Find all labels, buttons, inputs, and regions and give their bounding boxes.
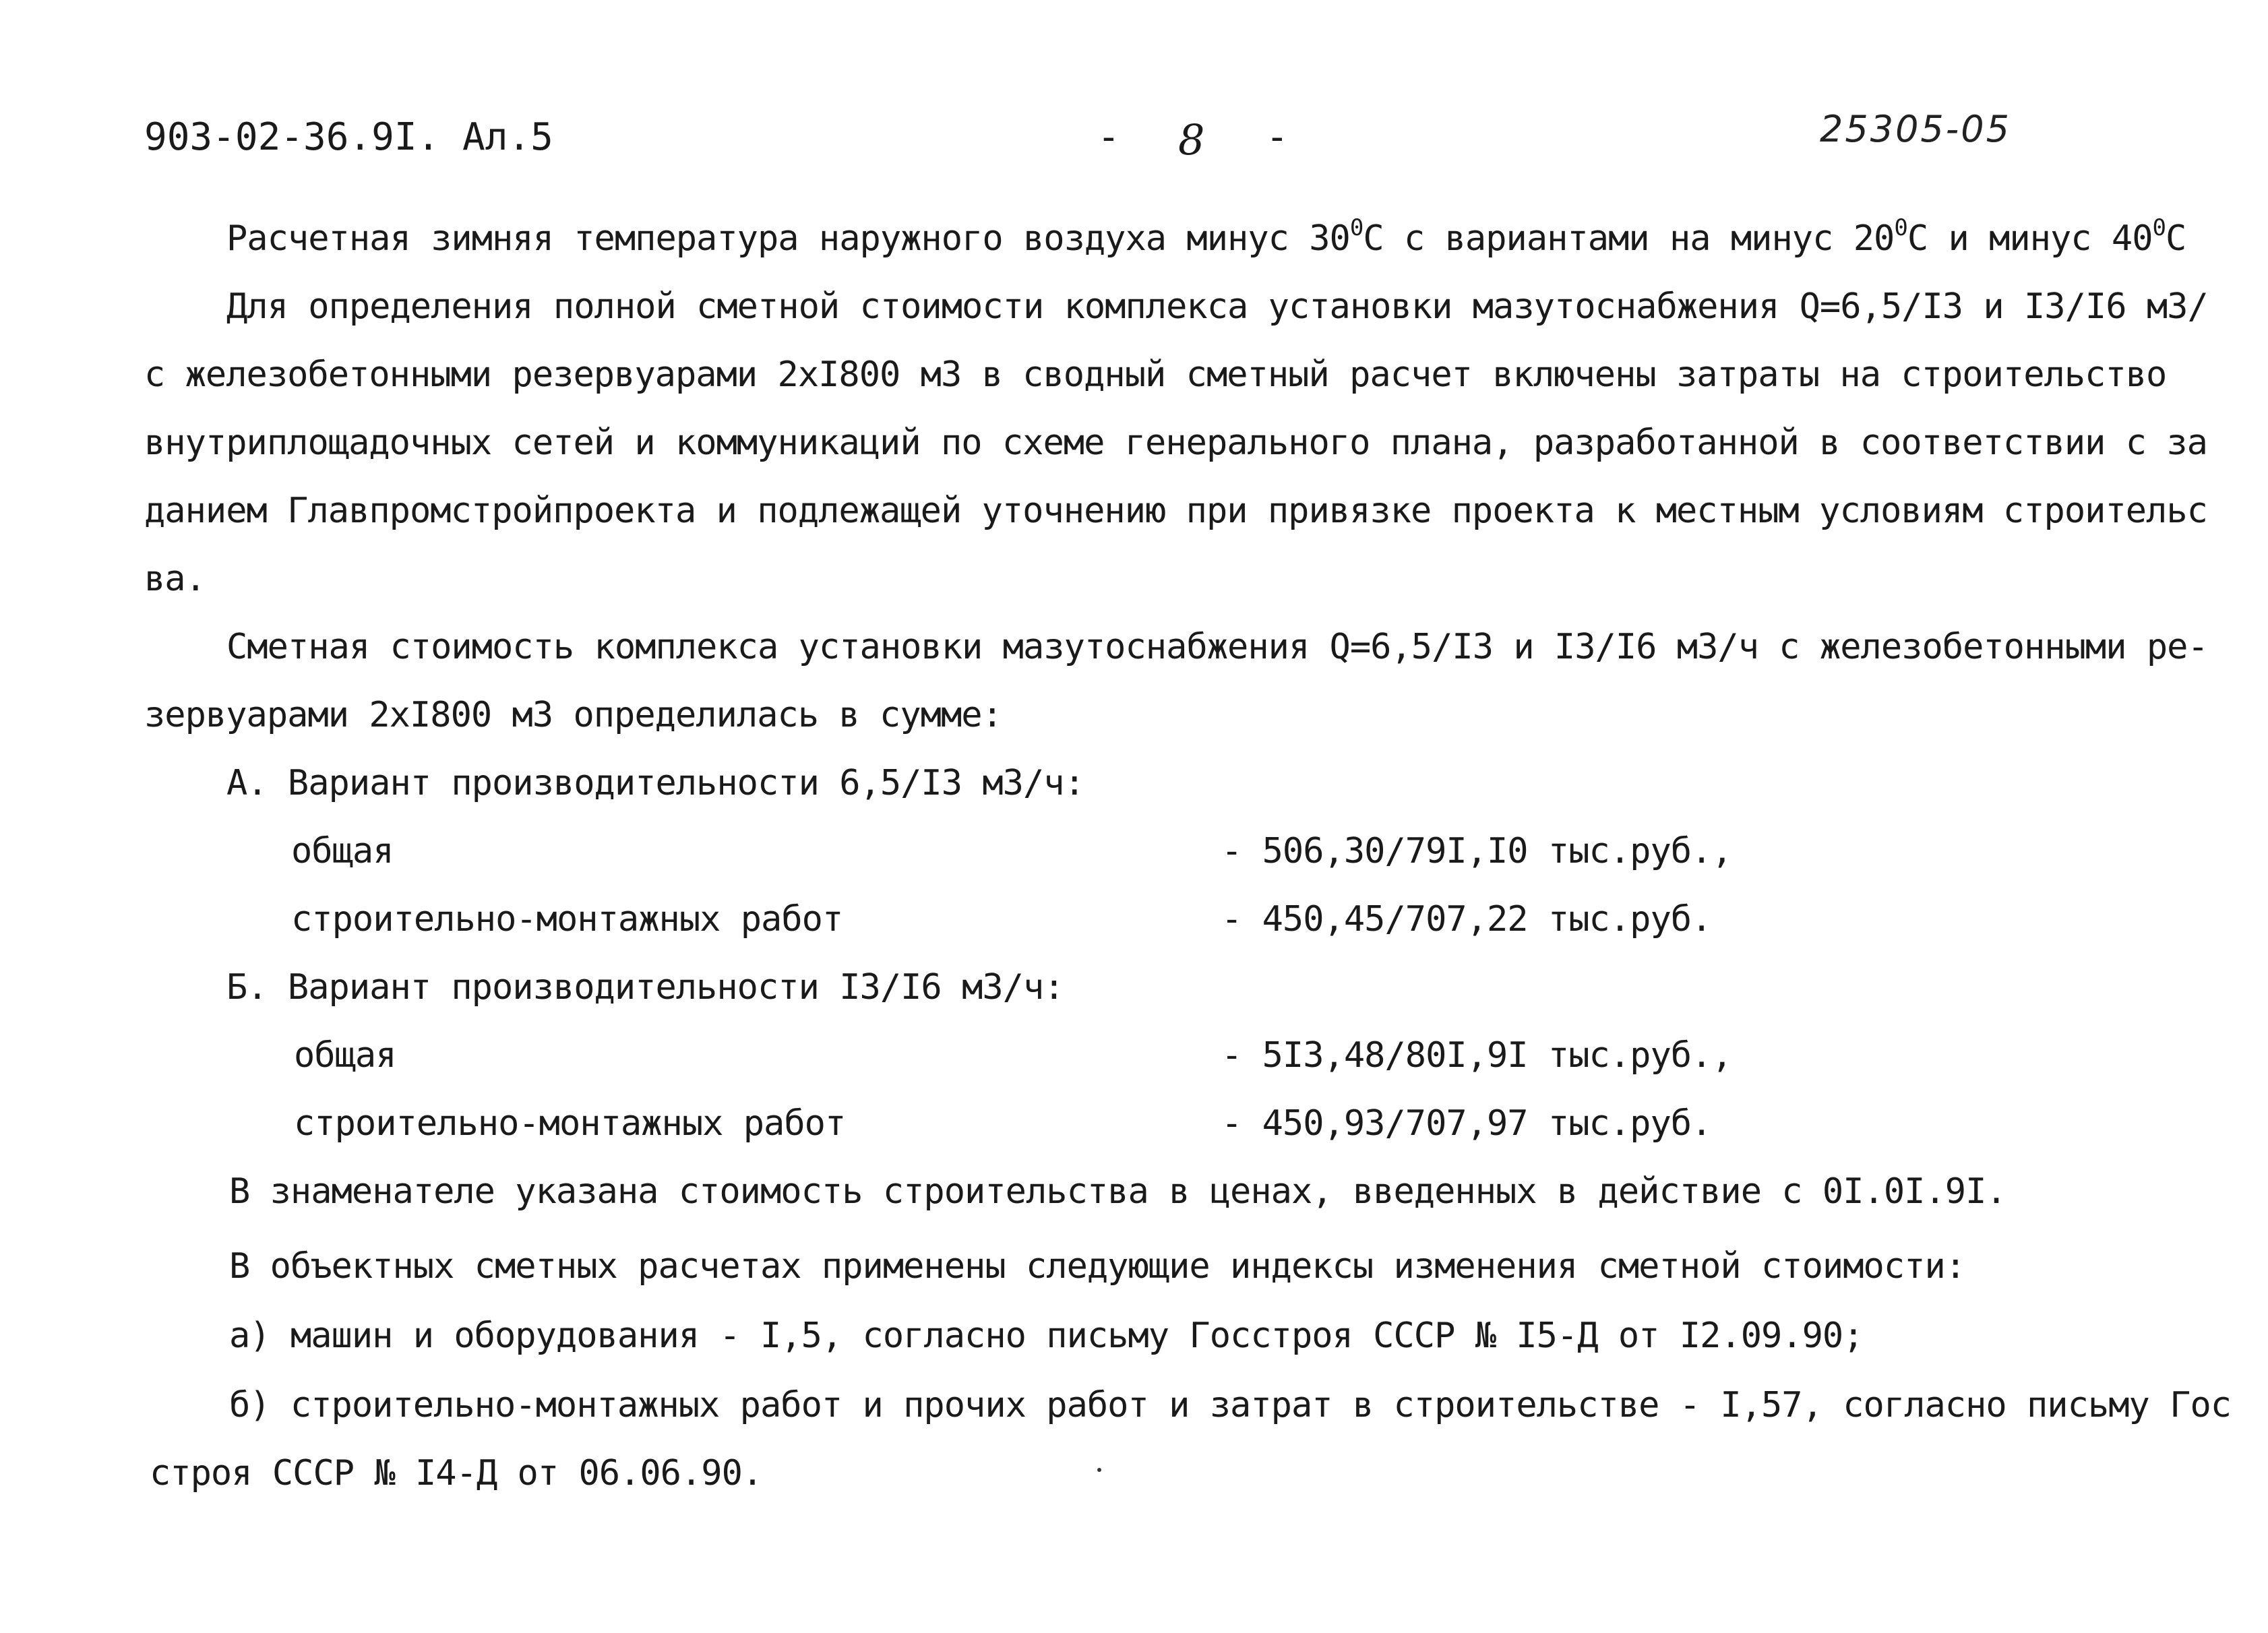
variant-b-smr-value: - 450,93/707,97 тыс.руб. bbox=[1221, 1103, 1712, 1144]
paragraph-line: Для определения полной сметной стоимости комплекса установки мазутоснабжения Q=6,5/I3 и I3/I6 м3/ bbox=[226, 286, 2208, 327]
paragraph-line: В знаменателе указана стоимость строительства в ценах, введенных в действие с 0I.0I.9I. bbox=[229, 1171, 2006, 1212]
document-code: 903-02-36.9I. Ал.5 bbox=[144, 115, 553, 159]
variant-b-total-value: - 5I3,48/80I,9I тыс.руб., bbox=[1221, 1035, 1732, 1076]
page-number-dash-right: - bbox=[1266, 115, 1289, 159]
page-number-dash-left: - bbox=[1097, 115, 1120, 159]
paragraph-line: зервуарами 2хI800 м3 определилась в сумме: bbox=[144, 695, 1002, 735]
variant-a-smr-label: строительно-монтажных работ bbox=[291, 899, 843, 939]
temperature-text-2: С с вариантами на минус 20 bbox=[1363, 218, 1895, 259]
scan-speck bbox=[1097, 1468, 1101, 1472]
paragraph-line: внутриплощадочных сетей и коммуникаций по схеме генерального плана, разработанной в соответствии с за bbox=[144, 423, 2207, 463]
temperature-text-4: С bbox=[2166, 218, 2186, 259]
paragraph-line: ва. bbox=[144, 559, 206, 599]
variant-b-heading: Б. Вариант производительности I3/I6 м3/ч: bbox=[226, 967, 1064, 1008]
variant-b-total-label: общая bbox=[294, 1035, 396, 1076]
variant-a-smr-value: - 450,45/707,22 тыс.руб. bbox=[1221, 899, 1712, 939]
registration-stamp-number: 25305-05 bbox=[1820, 108, 2011, 150]
page-number: 8 bbox=[1178, 115, 1205, 164]
paragraph-temperature bbox=[226, 214, 2186, 259]
variant-a-heading: А. Вариант производительности 6,5/I3 м3/ч: bbox=[226, 763, 1084, 803]
paragraph-line: а) машин и оборудования - I,5, согласно письму Госстроя СССР № I5-Д от I2.09.90; bbox=[229, 1316, 1864, 1356]
degree-mark: 0 bbox=[2152, 214, 2166, 241]
variant-b-smr-label: строительно-монтажных работ bbox=[294, 1103, 846, 1144]
variant-a-total-value: - 506,30/79I,I0 тыс.руб., bbox=[1221, 831, 1732, 871]
paragraph-line: б) строительно-монтажных работ и прочих работ и затрат в строительстве - I,57, согласно письму Гос bbox=[229, 1385, 2232, 1425]
degree-mark: 0 bbox=[1894, 214, 1907, 241]
temperature-text-1: Расчетная зимняя температура наружного воздуха минус 30 bbox=[226, 218, 1350, 259]
paragraph-line: данием Главпромстройпроекта и подлежащей уточнению при привязке проекта к местным условиям строительс bbox=[144, 491, 2207, 531]
temperature-text-3: С и минус 40 bbox=[1907, 218, 2153, 259]
variant-a-total-label: общая bbox=[291, 831, 394, 871]
paragraph-line: В объектных сметных расчетах применены следующие индексы изменения сметной стоимости: bbox=[229, 1246, 1966, 1287]
degree-mark: 0 bbox=[1349, 214, 1363, 241]
paragraph-line: строя СССР № I4-Д от 06.06.90. bbox=[150, 1453, 763, 1493]
paragraph-line: с железобетонными резервуарами 2хI800 м3 в сводный сметный расчет включены затраты на строительство bbox=[144, 355, 2167, 395]
paragraph-line: Сметная стоимость комплекса установки мазутоснабжения Q=6,5/I3 и I3/I6 м3/ч с железобетонными ре- bbox=[226, 627, 2208, 667]
